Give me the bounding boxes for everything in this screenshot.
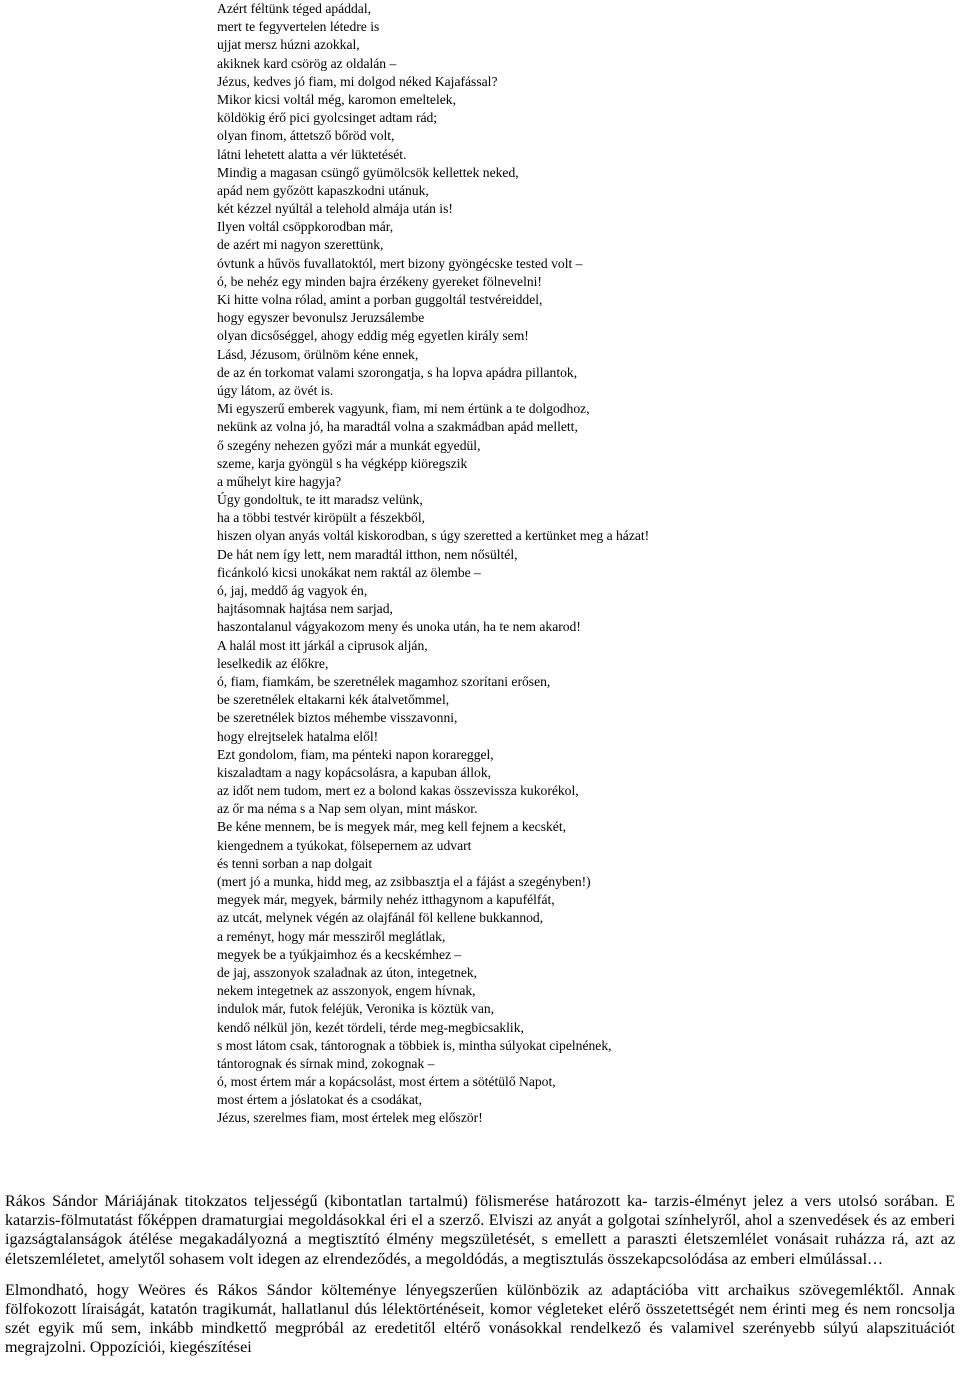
poem-line: látni lehetett alatta a vér lüktetését. bbox=[217, 146, 407, 162]
prose-paragraph-2: Elmondható, hogy Weöres és Rákos Sándor költeménye lényegszerűen különbözik az adaptációba vitt archaikus szövegemléktől. Annak fölfokozott líraiságát, katatón tragikumát, hallatlanul dús lélektörténéseit, komor végleteket elérő összetettségét nem érinti meg és nem roncsolja szét egyik mű sem, inkább mindkettő megpróbál az eredetitől eltérő vonásokkal rendelkező és valamivel szerényebb súlyú alapszituációt megrajzolni. Oppozíciói, kiegészítései bbox=[5, 1281, 955, 1357]
poem-line: két kézzel nyúltál a telehold almája után is! bbox=[217, 201, 453, 217]
poem-line: De hát nem így lett, nem maradtál itthon, nem nősültél, bbox=[217, 546, 518, 562]
poem-line: indulok már, futok feléjük, Veronika is köztük van, bbox=[217, 1001, 495, 1017]
poem-line: Azért féltünk téged apáddal, bbox=[217, 1, 371, 16]
poem-line: (mert jó a munka, hidd meg, az zsibbasztja el a fájást a szegényben!) bbox=[217, 874, 591, 889]
poem-line: A halál most itt járkál a ciprusok alján, bbox=[217, 637, 428, 653]
poem-line: ujjat mersz húzni azokkal, bbox=[217, 37, 360, 53]
poem-line: most értem a jóslatokat és a csodákat, bbox=[217, 1092, 422, 1108]
poem-line: leselkedik az élőkre, bbox=[217, 655, 329, 671]
poem-line: de az én torkomat valami szorongatja, s ha lopva apádra pillantok, bbox=[217, 364, 578, 380]
poem-line: ó, fiam, fiamkám, be szeretnélek magamhoz szorítani erősen, bbox=[217, 673, 551, 689]
poem-line: óvtunk a hűvös fuvallatoktól, mert bizony gyöngécske tested volt – bbox=[217, 255, 583, 271]
poem-line: ó, most értem már a kopácsolást, most értem a sötétülő Napot, bbox=[217, 1074, 556, 1090]
poem-line: ó, be nehéz egy minden bajra érzékeny gyereket fölnevelni! bbox=[217, 273, 542, 289]
poem-line: Jézus, szerelmes fiam, most értelek meg először! bbox=[217, 1110, 483, 1126]
poem-line: nekem integetnek az asszonyok, engem hívnak, bbox=[217, 983, 476, 999]
poem-line: ő szegény nehezen győzi már a munkát egyedül, bbox=[217, 437, 481, 453]
poem-line: hogy elrejtselek hatalma elől! bbox=[217, 728, 379, 744]
poem-line: úgy látom, az övét is. bbox=[217, 382, 334, 398]
poem-line: akiknek kard csörög az oldalán – bbox=[217, 55, 397, 71]
poem-line: Ilyen voltál csöppkorodban már, bbox=[217, 219, 394, 235]
poem-line: Ezt gondolom, fiam, ma pénteki napon korareggel, bbox=[217, 746, 494, 762]
poem-line: olyan dicsőséggel, ahogy eddig még egyetlen király sem! bbox=[217, 328, 529, 344]
poem-line: Mi egyszerű emberek vagyunk, fiam, mi nem értünk a te dolgodhoz, bbox=[217, 401, 590, 417]
poem-line: ficánkoló kicsi unokákat nem raktál az ölembe – bbox=[217, 564, 481, 580]
poem-line: be szeretnélek biztos méhembe visszavonni, bbox=[217, 710, 458, 726]
poem-line: hogy egyszer bevonulsz Jeruzsálembe bbox=[217, 310, 425, 326]
poem-line: megyek már, megyek, bármily nehéz itthagynom a kapufélfát, bbox=[217, 892, 555, 908]
poem-line: az őr ma néma s a Nap sem olyan, mint máskor. bbox=[217, 801, 478, 817]
poem-line: köldökig érő pici gyolcsinget adtam rád; bbox=[217, 110, 438, 126]
poem-line: de azért mi nagyon szerettünk, bbox=[217, 237, 384, 253]
poem-line: Úgy gondoltuk, te itt maradsz velünk, bbox=[217, 492, 423, 508]
prose-section bbox=[5, 1192, 955, 1370]
poem-line: az utcát, melynek végén az olajfánál föl kellene bukkannod, bbox=[217, 910, 544, 926]
poem-line: ó, jaj, meddő ág vagyok én, bbox=[217, 583, 368, 598]
poem-line: kiszaladtam a nagy kopácsolásra, a kapuban állok, bbox=[217, 764, 492, 780]
poem-line: de jaj, asszonyok szaladnak az úton, integetnek, bbox=[217, 964, 478, 980]
poem-line: a műhelyt kire hagyja? bbox=[217, 473, 342, 489]
poem-line: Lásd, Jézusom, örülnöm kéne ennek, bbox=[217, 346, 419, 362]
poem-line: az időt nem tudom, mert ez a bolond kakas összevissza kukorékol, bbox=[217, 783, 579, 799]
poem-line: ha a többi testvér kiröpült a fészekből, bbox=[217, 510, 425, 526]
poem-line: be szeretnélek eltakarni kék átalvetőmmel, bbox=[217, 692, 450, 708]
poem-line: Be kéne mennem, be is megyek már, meg kell fejnem a kecskét, bbox=[217, 819, 566, 835]
poem bbox=[217, 0, 947, 1128]
poem-line: tántorognak és sírnak mind, zokognak – bbox=[217, 1055, 435, 1071]
poem-line: és tenni sorban a nap dolgait bbox=[217, 855, 373, 871]
poem-line: hiszen olyan anyás voltál kiskorodban, s úgy szeretted a kertünket meg a házat! bbox=[217, 528, 650, 544]
poem-line: Mindig a magasan csüngő gyümölcsök kellettek neked, bbox=[217, 164, 519, 180]
poem-line: kendő nélkül jön, kezét tördeli, térde meg-megbicsaklik, bbox=[217, 1019, 524, 1035]
poem-line: Ki hitte volna rólad, amint a porban guggoltál testvéreiddel, bbox=[217, 292, 543, 307]
poem-line: Jézus, kedves jó fiam, mi dolgod néked Kajafással? bbox=[217, 73, 498, 89]
poem-line: szeme, karja gyöngül s ha végképp kiöregszik bbox=[217, 455, 468, 471]
poem-line: mert te fegyvertelen létedre is bbox=[217, 19, 380, 35]
poem-line: olyan finom, áttetsző bőröd volt, bbox=[217, 128, 395, 144]
poem-line: Mikor kicsi voltál még, karomon emeltelek, bbox=[217, 91, 456, 107]
poem-line: a reményt, hogy már messziről meglátlak, bbox=[217, 928, 446, 944]
poem-line: apád nem győzött kapaszkodni utánuk, bbox=[217, 182, 429, 198]
poem-line: kiengednem a tyúkokat, fölsepernem az udvart bbox=[217, 837, 472, 853]
poem-line: nekünk az volna jó, ha maradtál volna a szakmádban apád mellett, bbox=[217, 419, 578, 435]
poem-line: hajtásomnak hajtása nem sarjad, bbox=[217, 601, 393, 617]
poem-line: megyek be a tyúkjaimhoz és a kecskémhez – bbox=[217, 946, 462, 962]
poem-line: s most látom csak, tántorognak a többiek is, mintha súlyokat cipelnének, bbox=[217, 1037, 612, 1053]
poem-line: haszontalanul vágyakozom meny és unoka után, ha te nem akarod! bbox=[217, 619, 581, 635]
prose-paragraph-1: Rákos Sándor Máriájának titokzatos teljességű (kibontatlan tartalmú) fölismerése határozott ka- tarzis-élményt jelez a vers utolsó sorában. E katarzis-fölmutatást főképpen dramaturgiai megoldásokkal éri el a szerző. Elviszi az anyát a golgotai színhelyről, ahol a szenvedések és az emberi igazságtalanságok átélése megakadályozná a megtisztító élmény megszületését, s emellett a paraszti életszemlélet vonásait ruházza rá, azt az életszemléletet, amelytől sohasem volt idegen az elrendeződés, a megoldódás, a megtisztulás összekapcsolódása az emberi elmúlással… bbox=[5, 1193, 955, 1268]
